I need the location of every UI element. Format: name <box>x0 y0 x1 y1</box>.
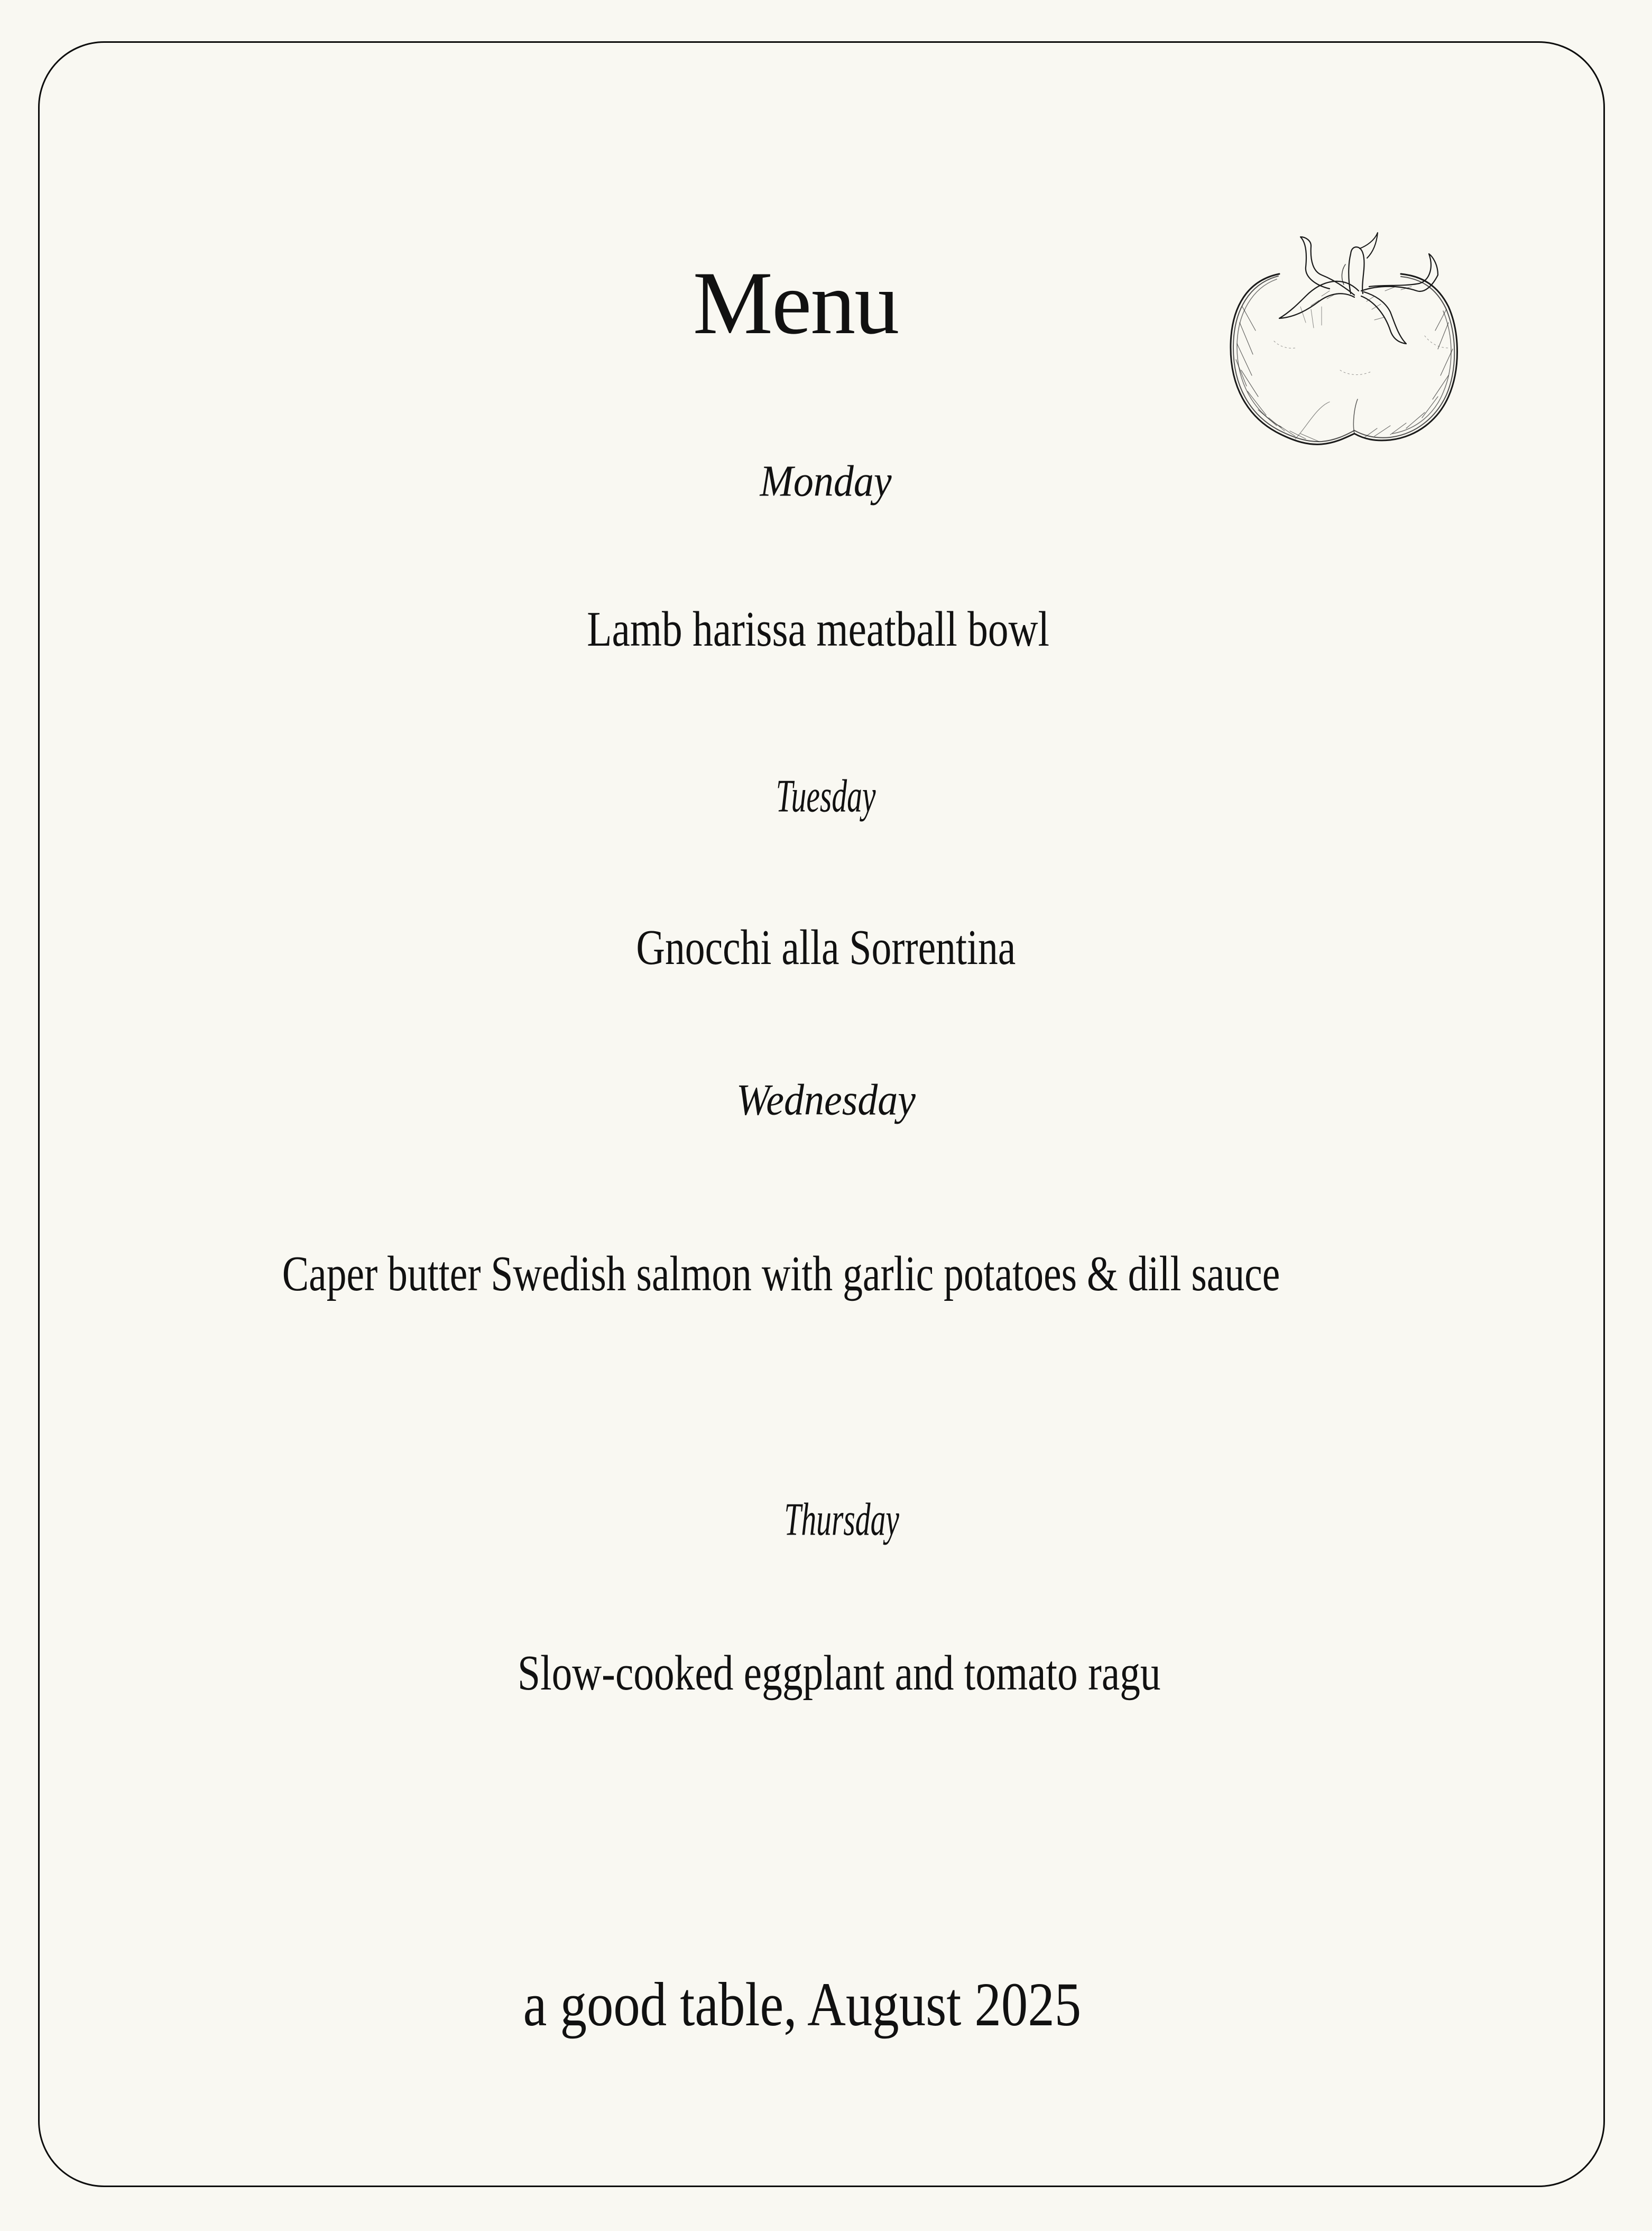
day-label: Wednesday <box>736 1075 916 1125</box>
dish-wednesday <box>0 1246 1607 1302</box>
day-heading-monday <box>0 456 1652 506</box>
tomato-sketch-icon <box>1216 217 1483 463</box>
dish-label: Caper butter Swedish salmon with garlic potatoes & dill sauce <box>282 1246 1280 1302</box>
menu-title-text: Menu <box>693 253 899 353</box>
dish-tuesday <box>0 920 1652 976</box>
dish-label: Gnocchi alla Sorrentina <box>636 920 1016 976</box>
day-label: Thursday <box>784 1494 900 1546</box>
dish-monday <box>0 602 1644 657</box>
day-label: Monday <box>760 456 892 506</box>
footer-text: a good table, August 2025 <box>523 1970 1082 2040</box>
dish-label: Lamb harissa meatball bowl <box>587 602 1049 657</box>
day-heading-thursday <box>16 1494 1652 1546</box>
day-label: Tuesday <box>776 770 876 822</box>
day-heading-tuesday <box>0 770 1652 822</box>
dish-label: Slow-cooked eggplant and tomato ragu <box>518 1646 1161 1701</box>
day-heading-wednesday <box>0 1075 1652 1125</box>
dish-thursday <box>13 1646 1652 1701</box>
menu-footer <box>0 1970 1628 2040</box>
